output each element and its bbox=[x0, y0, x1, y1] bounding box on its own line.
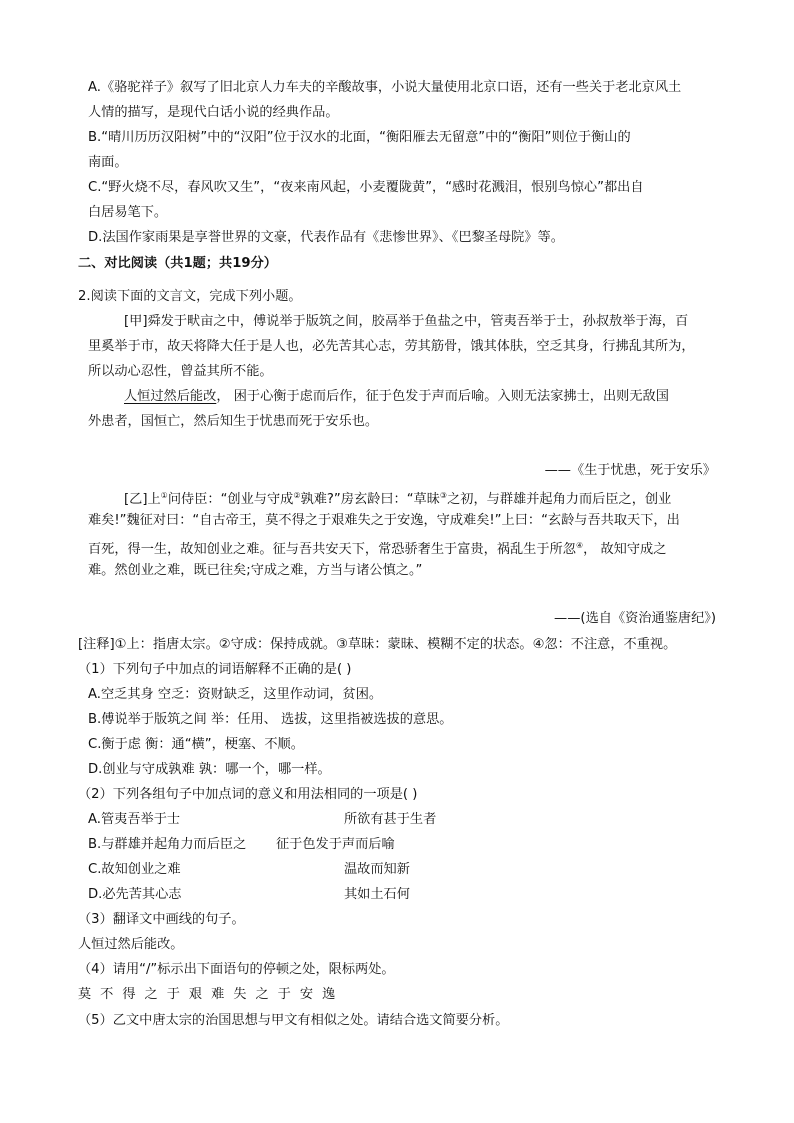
footnote-mark-2: ② bbox=[293, 491, 301, 500]
option-a-line2: 人情的描写，是现代白话小说的经典作品。 bbox=[88, 105, 339, 120]
footnote-mark-4: ④ bbox=[575, 541, 584, 550]
section-heading: 二、对比阅读（共1题；共19分） bbox=[78, 256, 277, 271]
q1-stem: （1）下列句子中加点的词语解释不正确的是( ) bbox=[78, 662, 352, 677]
q1-option-a: A.空乏其身 空乏：资财缺乏，这里作动词，贫困。 bbox=[88, 687, 383, 702]
q2-stem: （2）下列各组句子中加点词的意义和用法相同的一项是( ) bbox=[78, 787, 418, 802]
option-d: D.法国作家雨果是享誉世界的文豪，代表作品有《悲惨世界》、《巴黎圣母院》等。 bbox=[88, 230, 564, 245]
jia-source: ——《生于忧患，死于安乐》 bbox=[544, 463, 716, 478]
yi-source: ——(选自《资治通鉴唐纪》) bbox=[554, 611, 716, 626]
q2-option-c-left: C.故知创业之难 bbox=[88, 862, 181, 877]
option-c-line1: C.“野火烧不尽，春风吹又生”，“夜来南风起，小麦覆陇黄”，“感时花溅泪，恨别鸟惊心”都出自 bbox=[88, 180, 644, 195]
q1-option-d: D.创业与守成孰难 孰：哪一个，哪一样。 bbox=[88, 762, 331, 777]
q2-option-a-left: A.管夷吾举于士 bbox=[88, 812, 181, 827]
jia-line1: [甲]舜发于畎亩之中，傅说举于版筑之间，胶鬲举于鱼盐之中，管夷吾举于士，孙叔敖举于海，百 bbox=[124, 314, 689, 329]
option-a-line1: A.《骆驼祥子》叙写了旧北京人力车夫的辛酸故事，小说大量使用北京口语，还有一些关于老北京风土 bbox=[88, 80, 682, 95]
q5-stem: （5）乙文中唐太宗的治国思想与甲文有相似之处。请结合选文简要分析。 bbox=[78, 1013, 509, 1028]
q3-sentence: 人恒过然后能改。 bbox=[78, 937, 184, 952]
underlined-sentence: 人恒过然后能改 bbox=[124, 389, 217, 404]
jia-line2: 里奚举于市，故天将降大任于是人也，必先苦其心志，劳其筋骨，饿其体肤，空乏其身，行拂乱其所为， bbox=[88, 339, 695, 354]
notes: [注释]①上：指唐太宗。②守成：保持成就。③草昧：蒙昧、模糊不定的状态。④忽：不注意，不重视。 bbox=[78, 637, 677, 652]
q1-option-b: B.傅说举于版筑之间 举：任用、 选拔，这里指被选拔的意思。 bbox=[88, 712, 453, 727]
jia-line4-rest: ， 困于心衡于虑而后作，征于色发于声而后喻。入则无法家拂士，出则无敌国 bbox=[216, 389, 669, 404]
footnote-mark-1: ① bbox=[160, 491, 168, 500]
footnote-mark-3: ③ bbox=[439, 491, 448, 500]
q4-stem: （4）请用“/”标示出下面语句的停顿之处，限标两处。 bbox=[78, 962, 395, 977]
q1-option-c: C.衡于虑 衡：通“横”，梗塞、不顺。 bbox=[88, 737, 304, 752]
q2-option-d-left: D.必先苦其心志 bbox=[88, 887, 182, 902]
jia-line4 bbox=[124, 388, 669, 406]
option-c-line2: 白居易笔下。 bbox=[88, 205, 168, 220]
q2-option-a-right: 所欲有甚于生者 bbox=[344, 812, 437, 827]
jia-line5: 外患者，国恒亡，然后知生于忧患而死于安乐也。 bbox=[88, 414, 379, 429]
q4-sentence: 莫不得之于艰难失之于安逸 bbox=[78, 987, 345, 1002]
yi-line3: 百死，得一生，故知创业之难。征与吾共安天下，常恐骄奢生于富贵，祸乱生于所忽④， 故知守成之 bbox=[88, 541, 667, 557]
q3-stem: （3）翻译文中画线的句子。 bbox=[78, 912, 245, 927]
q2-option-b-right: 征于色发于声而后喻 bbox=[276, 837, 395, 852]
question-intro: 2.阅读下面的文言文，完成下列小题。 bbox=[78, 289, 302, 304]
q2-option-b-left: B.与群雄并起角力而后臣之 bbox=[88, 837, 247, 852]
option-b-line1: B.“晴川历历汉阳树”中的“汉阳”位于汉水的北面，“衡阳雁去无留意”中的“衡阳”则位于衡山的 bbox=[88, 130, 631, 145]
yi-line4: 难。然创业之难，既已往矣;守成之难，方当与诸公慎之。” bbox=[88, 563, 423, 578]
q2-option-c-right: 温故而知新 bbox=[344, 862, 410, 877]
option-b-line2: 南面。 bbox=[88, 155, 128, 170]
yi-line2: 难矣!”魏征对曰：“自古帝王，莫不得之于艰难失之于安逸，守成难矣!”上曰：“玄龄与吾共取天下，出 bbox=[88, 513, 680, 528]
q2-option-d-right: 其如土石何 bbox=[344, 887, 410, 902]
jia-line3: 所以动心忍性，曾益其所不能。 bbox=[88, 364, 273, 379]
yi-line1: [乙]上①问侍臣：“创业与守成②孰难?”房玄龄曰：“草昧③之初，与群雄并起角力而后臣之，创业 bbox=[124, 491, 672, 507]
